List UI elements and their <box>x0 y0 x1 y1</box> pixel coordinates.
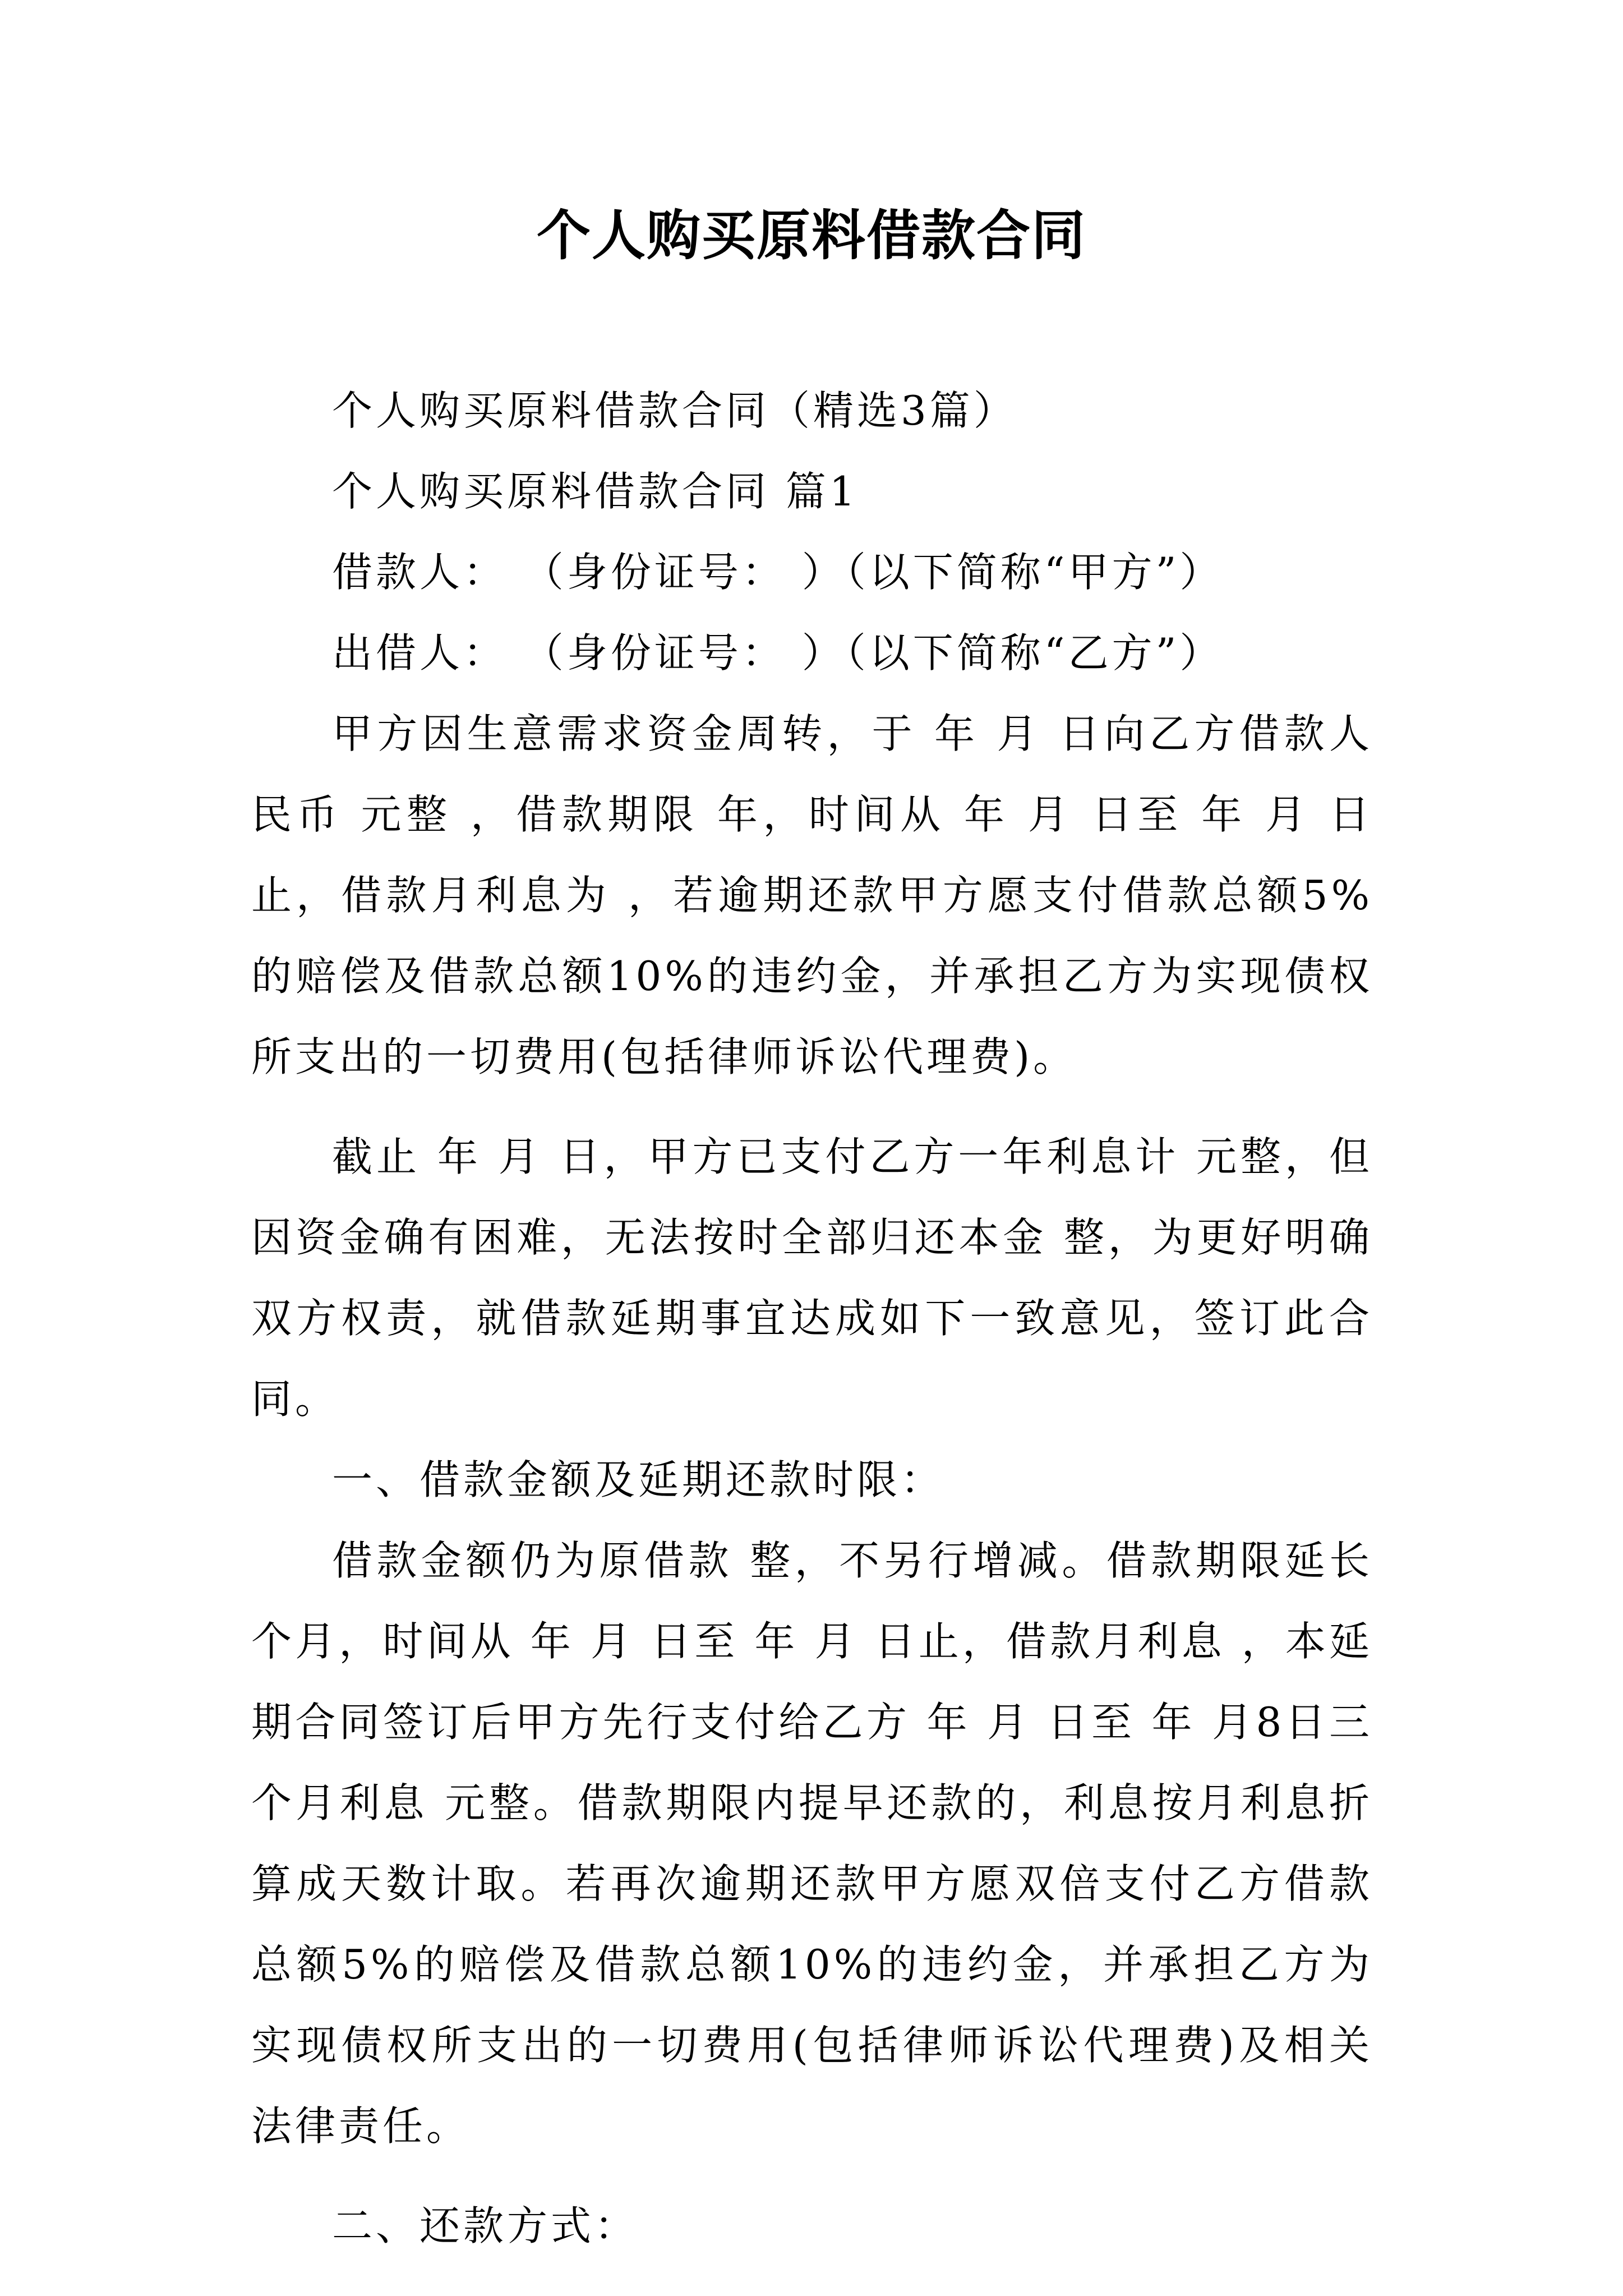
paragraph-borrower: 借款人： （身份证号： ）（以下简称“甲方”） <box>332 549 1224 596</box>
section-heading-repayment: 二、还款方式： <box>332 2202 639 2249</box>
section-heading-amount: 一、借款金额及延期还款时限： <box>332 1456 945 1503</box>
paragraph-extension-reason: 截止 年 月 日，甲方已支付乙方一年利息计 元整，但因资金确有困难，无法按时全部归还本金 整，为更好明确双方权责，就借款延期事宜达成如下一致意见，签订此合同。 <box>251 1133 1373 1423</box>
document-title: 个人购买原料借款合同 <box>537 204 1086 267</box>
paragraph-part-heading: 个人购买原料借款合同 篇1 <box>332 468 859 515</box>
document-body <box>251 370 1373 2266</box>
paragraph-loan-terms: 甲方因生意需求资金周转，于 年 月 日向乙方借款人民币 元整 ，借款期限 年，时间从 年 月 日至 年 月 日止，借款月利息为 ，若逾期还款甲方愿支付借款总额5%的赔偿及借款总额10%的违约金，并承担乙方为实现债权所支出的一切费用(包括律师诉讼代理费)。 <box>251 710 1373 1080</box>
paragraph-selection-note: 个人购买原料借款合同（精选3篇） <box>332 387 1017 434</box>
paragraph-lender: 出借人： （身份证号： ）（以下简称“乙方”） <box>332 629 1224 677</box>
paragraph-extension-terms: 借款金额仍为原借款 整，不另行增减。借款期限延长 个月，时间从 年 月 日至 年 月 日止，借款月利息 ，本延期合同签订后甲方先行支付给乙方 年 月 日至 年 月8日三个月利息 元整。借款期限内提早还款的，利息按月利息折算成天数计取。若再次逾期还款甲方愿双倍支付乙方借款总额5%的赔偿及借款总额10%的违约金，并承担乙方为实现债权所支出的一切费用(包括律师诉讼代理费)及相关法律责任。 <box>251 1537 1373 2150</box>
